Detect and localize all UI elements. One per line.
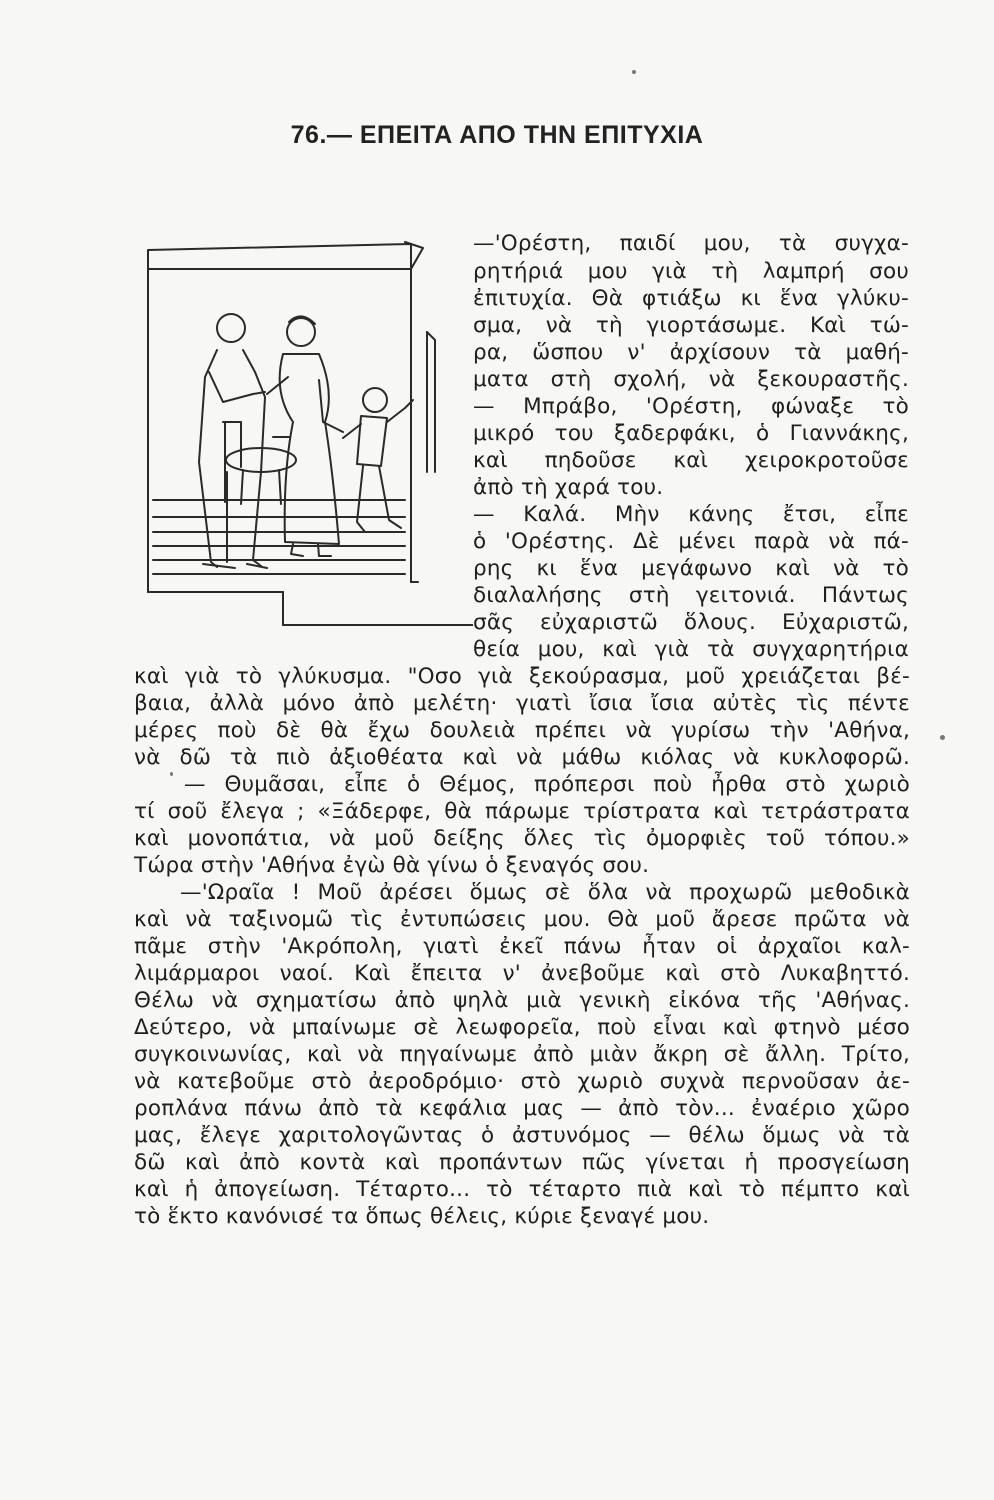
- text-line: σᾶς εὐχαριστῶ ὅλους. Εὐχαριστῶ,: [473, 610, 909, 635]
- text-line: συγκοινωνίας, καὶ νὰ πηγαίνωμε ἀπὸ μιὰν ἄκρη σὲ ἄλλη. Τρίτο,: [134, 1042, 910, 1067]
- text-line: δῶ καὶ ἀπὸ κοντὰ καὶ προπάντων πῶς γίνεται ἡ προσγείωση: [134, 1150, 910, 1175]
- text-line: θεία μου, καὶ γιὰ τὰ συγχαρητήρια: [473, 637, 909, 662]
- text-line: ροπλάνα πάνω ἀπὸ τὰ κεφάλια μας — ἀπὸ τὸν... ἐναέριο χῶρο: [134, 1096, 910, 1121]
- text-line: πᾶμε στὴν 'Ακρόπολη, γιατὶ ἐκεῖ πάνω ἦταν οἱ ἀρχαῖοι καλ-: [134, 934, 910, 959]
- page-title: 76.— ΕΠΕΙΤΑ ΑΠΟ ΤΗΝ ΕΠΙΤΥΧΙΑ: [290, 120, 704, 149]
- text-line: καὶ γιὰ τὸ γλύκυσμα. "Οσο γιὰ ξεκούρασμα, μοῦ χρειάζεται βέ-: [134, 664, 910, 689]
- family-scene-illustration: [143, 232, 473, 627]
- text-line: — Καλά. Μὴν κάνης ἔτσι, εἶπε: [473, 502, 909, 527]
- text-line: καὶ μονοπάτια, νὰ μοῦ δείξης ὅλες τὶς ὀμορφιὲς τοῦ τόπου.»: [134, 826, 910, 851]
- text-line: ρα, ὥσπου ν' ἀρχίσουν τὰ μαθή-: [473, 340, 909, 365]
- text-line: — Μπράβο, 'Ορέστη, φώναξε τὸ: [473, 394, 909, 419]
- scan-speck: [940, 735, 945, 740]
- text-line: Τώρα στὴν 'Αθήνα ἐγὼ θὰ γίνω ὁ ξεναγός σου.: [134, 853, 650, 878]
- text-line: ματα στὴ σχολή, νὰ ξεκουραστῆς.: [473, 367, 909, 392]
- text-line: διαλαλήσης στὴ γειτονιά. Πάντως: [473, 583, 909, 608]
- text-line: μέρες ποὺ δὲ θὰ ἔχω δουλειὰ πρέπει νὰ γυρίσω τὴν 'Αθήνα,: [134, 718, 910, 743]
- text-line: — Θυμᾶσαι, εἶπε ὁ Θέμος, πρόπερσι ποὺ ἦρθα στὸ χωριὸ: [184, 772, 910, 797]
- text-line: σμα, νὰ τὴ γιορτάσωμε. Καὶ τώ-: [473, 313, 909, 338]
- text-line: —'Ωραῖα ! Μοῦ ἀρέσει ὅμως σὲ ὅλα νὰ προχωρῶ μεθοδικὰ: [180, 880, 910, 905]
- text-line: Θέλω νὰ σχηματίσω ἀπὸ ψηλὰ μιὰ γενικὴ εἰκόνα τῆς 'Αθήνας.: [134, 988, 910, 1013]
- text-line: λιμάρμαροι ναοί. Καὶ ἔπειτα ν' ἀνεβοῦμε καὶ στὸ Λυκαβηττό.: [134, 961, 910, 986]
- text-line: ἀπὸ τὴ χαρά του.: [473, 475, 664, 500]
- text-line: νὰ δῶ τὰ πιὸ ἀξιοθέατα καὶ νὰ μάθω κιόλας νὰ κυκλοφορῶ.: [134, 745, 910, 770]
- text-line: τί σοῦ ἔλεγα ; «Ξάδερφε, θὰ πάρωμε τρίστρατα καὶ τετράστρατα: [134, 799, 910, 824]
- text-line: ἐπιτυχία. Θὰ φτιάξω κι ἕνα γλύκυ-: [473, 286, 909, 311]
- text-line: —'Ορέστη, παιδί μου, τὰ συγχα-: [473, 231, 909, 256]
- scan-speck: [632, 70, 636, 74]
- text-line: καὶ πηδοῦσε καὶ χειροκροτοῦσε: [473, 448, 909, 473]
- text-line: ρητήριά μου γιὰ τὴ λαμπρή σου: [473, 259, 909, 284]
- text-line: ρης κι ἕνα μεγάφωνο καὶ νὰ τὸ: [473, 556, 909, 581]
- text-line: μικρό του ξαδερφάκι, ὁ Γιαννάκης,: [473, 421, 909, 446]
- text-line: ὁ 'Ορέστης. Δὲ μένει παρὰ νὰ πά-: [473, 529, 909, 554]
- scan-speck: [170, 772, 173, 776]
- text-line: Δεύτερο, νὰ μπαίνωμε σὲ λεωφορεῖα, ποὺ εἶναι καὶ φτηνὸ μέσο: [134, 1015, 910, 1040]
- text-line: νὰ κατεβοῦμε στὸ ἀεροδρόμιο· στὸ χωριὸ συχνὰ περνοῦσαν ἀε-: [134, 1069, 910, 1094]
- text-line: βαια, ἀλλὰ μόνο ἀπὸ μελέτη· γιατὶ ἴσια ἴσια αὐτὲς τὶς πέντε: [134, 691, 910, 716]
- text-line: τὸ ἕκτο κανόνισέ τα ὅπως θέλεις, κύριε ξεναγέ μου.: [134, 1204, 710, 1229]
- text-line: καὶ νὰ ταξινομῶ τὶς ἐντυπώσεις μου. Θὰ μοῦ ἄρεσε πρῶτα νὰ: [134, 907, 910, 932]
- text-line: μας, ἔλεγε χαριτολογῶντας ὁ ἀστυνόμος — θέλω ὅμως νὰ τὰ: [134, 1123, 910, 1148]
- text-line: καὶ ἡ ἀπογείωση. Τέταρτο... τὸ τέταρτο πιὰ καὶ τὸ πέμπτο καὶ: [134, 1177, 910, 1202]
